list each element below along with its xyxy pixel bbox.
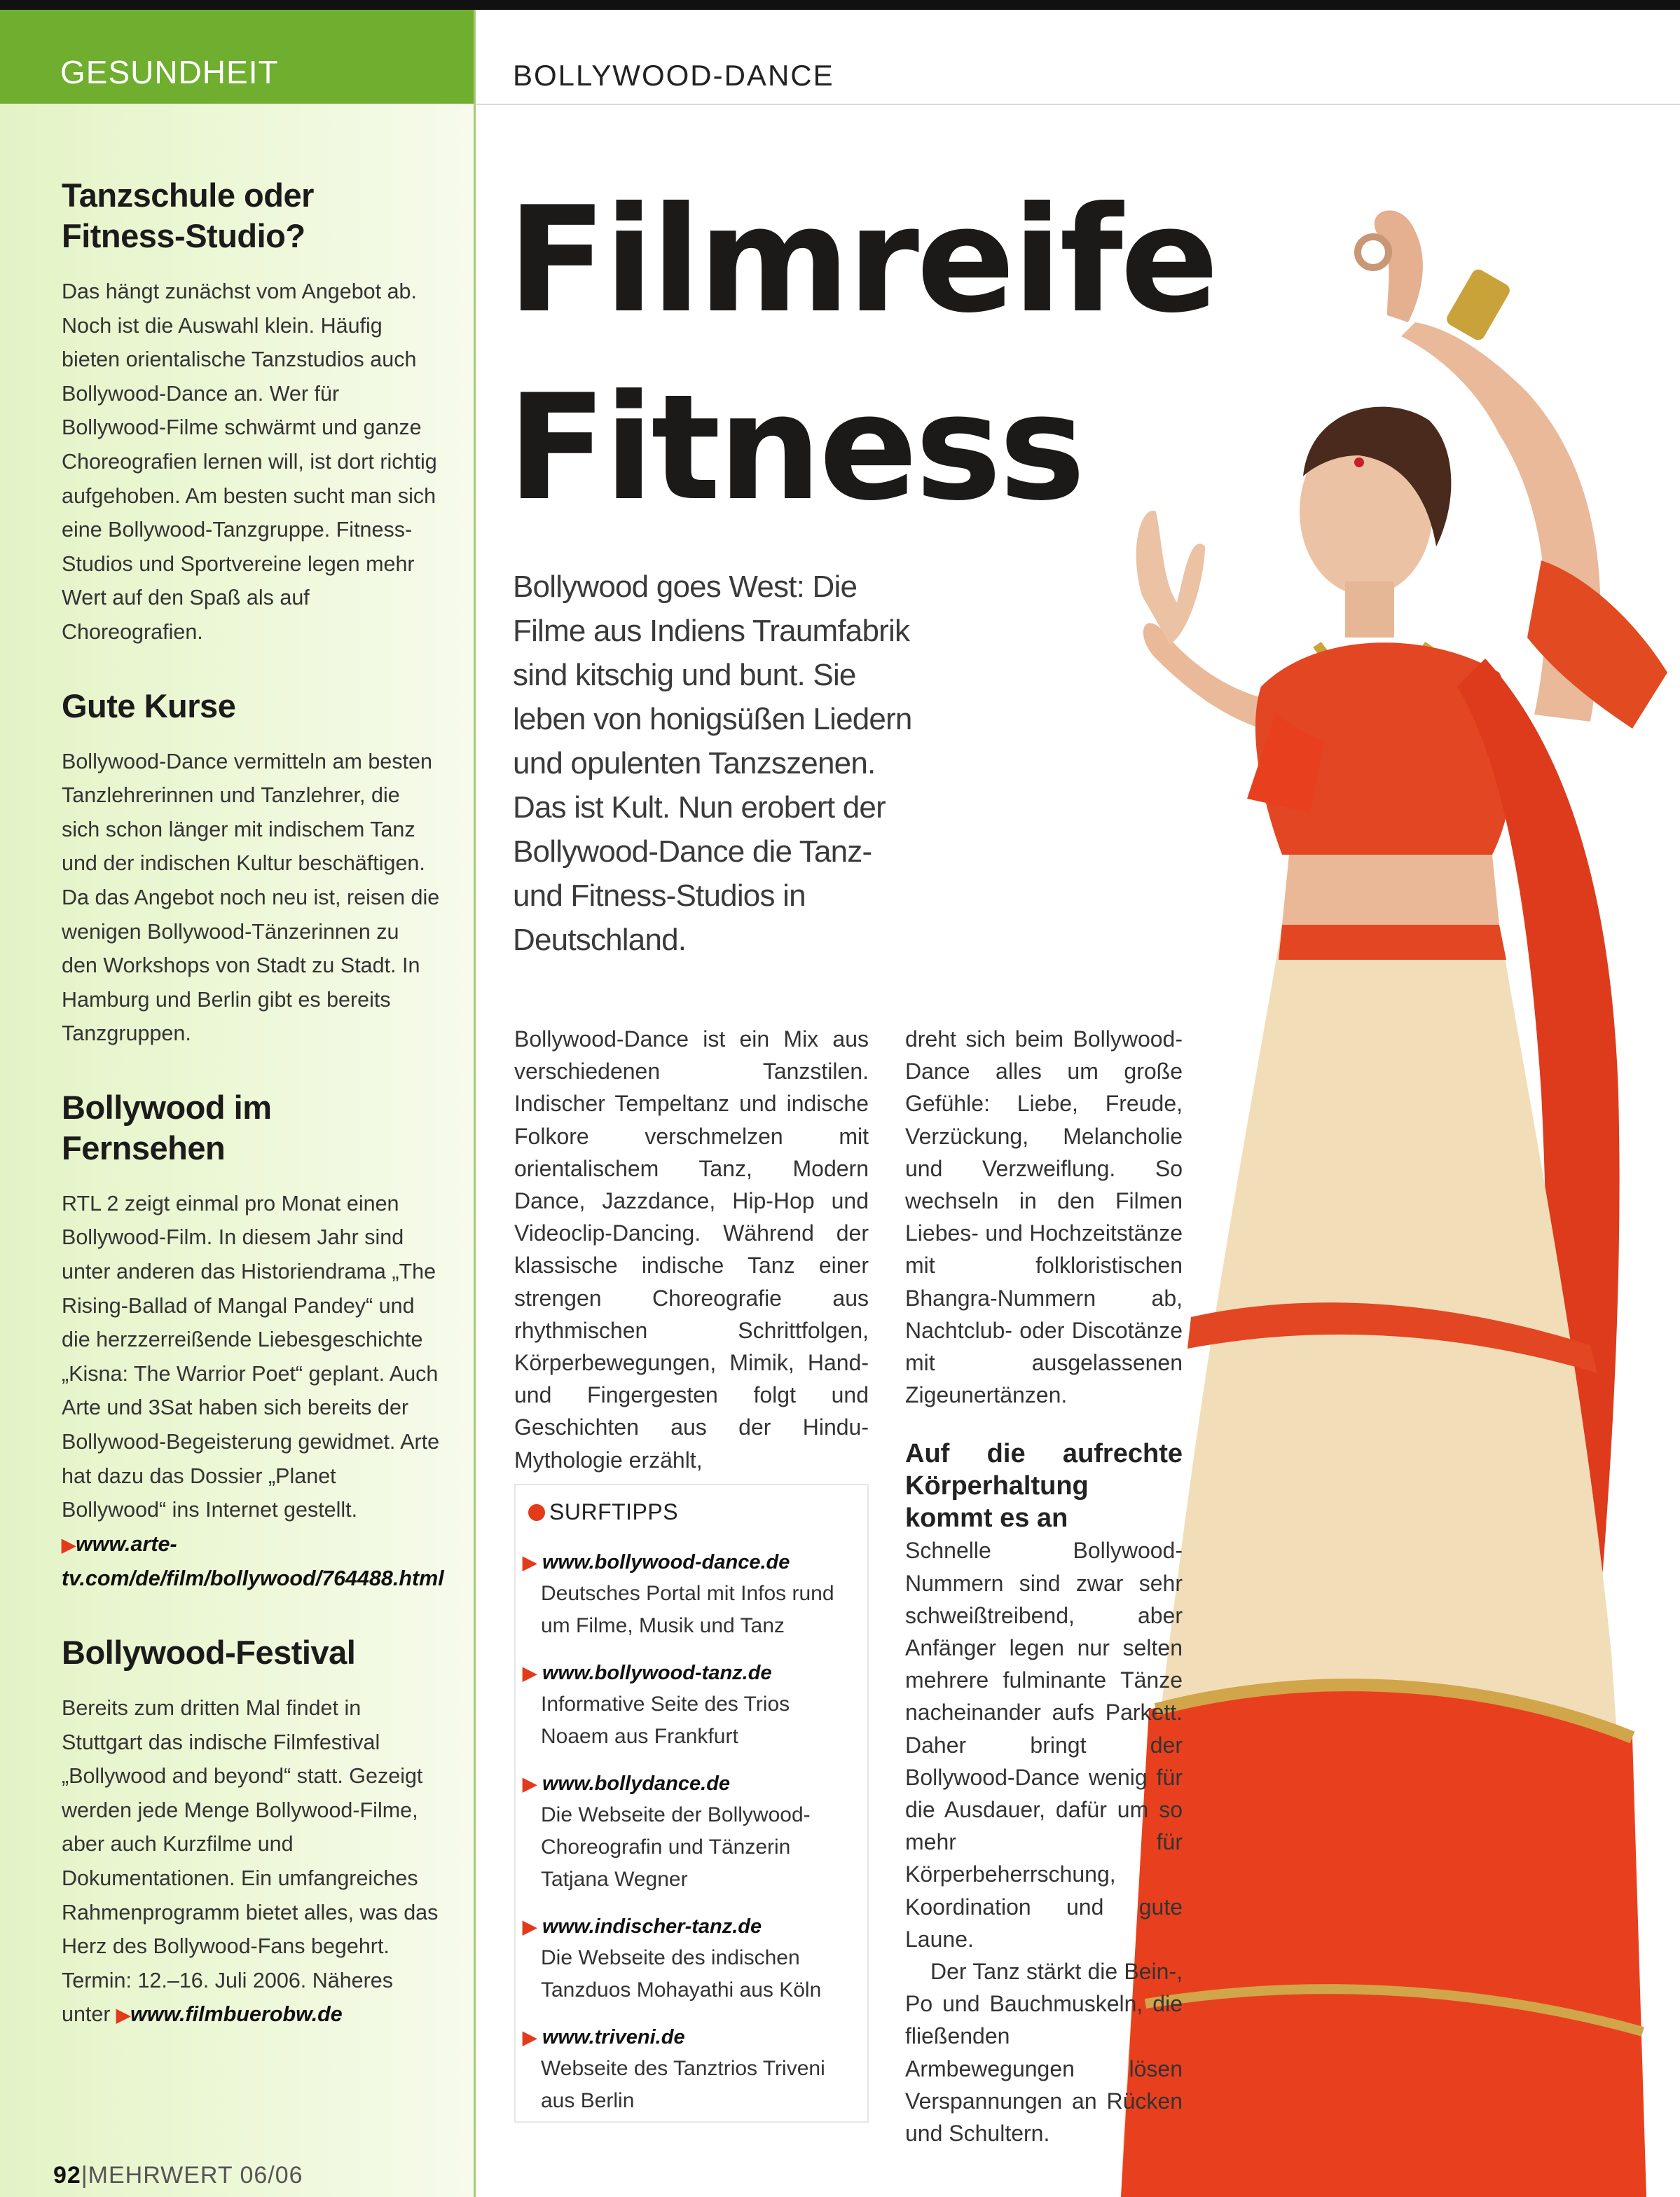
surftipp-desc: Webseite des Tanztrios Triveni aus Berlin [541, 2057, 825, 2112]
surftipp-item [523, 1768, 852, 1896]
arrow-icon: ▶ [523, 1662, 537, 1683]
surftipp-desc: Die Webseite der Bollywood-Choreografin und Tänzerin Tatjana Wegner [541, 1803, 811, 1891]
sidebar-heading-3: Bollywood im Fernsehen [62, 1088, 272, 1166]
surftipp-url: www.triveni.de [542, 2026, 685, 2048]
body-column-1 [514, 1023, 869, 1476]
sidebar-heading-2: Gute Kurse [62, 687, 236, 724]
sidebar-text-2: Bollywood-Dance vermitteln am besten Tanzlehrerinnen und Tanzlehrer, die sich schon länger mit indischem Tanz und der indischen Kultur beschäftigen. Da das Angebot noch neu ist, reisen die wenigen Bollywood-Tänzerinnen zu den Workshops von Stadt zu Stadt. In Hamburg und Berlin gibt es bereits Tanzgruppen. [62, 749, 440, 1046]
body-text-1: Bollywood-Dance ist ein Mix aus verschiedenen Tanzstilen. Indischer Tempeltanz und indische Folkore verschmelzen mit orientalischem Tanz, Modern Dance, Jazzdance, Hip-Hop und Videoclip-Dancing. Während der klassische indische Tanz einer strengen Choreografie aus rhythmischen Schrittfolgen, Körperbewegungen, Mimik, Hand- und Fingergesten folgt und Geschichten aus der Hindu-Mythologie erzählt, [514, 1026, 869, 1473]
surftipp-desc: Deutsches Portal mit Infos rund um Filme, Musik und Tanz [541, 1582, 834, 1637]
surftipps-label: SURFTIPPS [549, 1499, 679, 1524]
page-footer: 92|MEHRWERT 06/06 [53, 2162, 303, 2189]
surftipp-desc: Informative Seite des Trios Noaem aus Frankfurt [541, 1693, 790, 1748]
sidebar-heading-1: Tanzschule oder Fitness-Studio? [62, 177, 314, 254]
surftipp-link[interactable] [523, 1768, 852, 1799]
section-label: GESUNDHEIT [60, 54, 279, 90]
sidebar-content [62, 175, 444, 2032]
headline [507, 167, 1216, 542]
arrow-icon: ▶ [523, 1916, 537, 1937]
surftipps-title [528, 1499, 678, 1525]
surftipp-url: www.indischer-tanz.de [542, 1915, 762, 1938]
filmbuero-link-text: www.filmbuerobw.de [130, 2002, 343, 2027]
surftipp-link[interactable] [523, 2022, 852, 2053]
arrow-icon: ▶ [523, 1773, 537, 1794]
page-number: 92 [53, 2162, 81, 2189]
arte-link[interactable] [62, 1532, 444, 1591]
surftipp-link[interactable] [523, 1547, 852, 1578]
rubric-divider [476, 104, 1680, 105]
surftipp-link[interactable] [523, 1911, 852, 1942]
sidebar-heading-4: Bollywood-Festival [62, 1634, 356, 1671]
body-column-2 [905, 1023, 1183, 2149]
arrow-icon: ▶ [523, 1552, 537, 1573]
magazine-issue: MEHRWERT 06/06 [88, 2162, 303, 2189]
body-text-2: dreht sich beim Bollywood-Dance alles um große Gefühle: Liebe, Freude, Verzückung, Melancholie und Verzweiflung. So wechseln in den Filmen Liebes- und Hochzeitstänze mit folkloristischen Bhangra-Nummern ab, Nachtclub- oder Discotänze mit ausgelassenen Zigeunertänzen. [905, 1026, 1183, 1408]
top-rule [0, 0, 1680, 10]
filmbuero-link[interactable] [116, 2002, 343, 2026]
surftipp-url: www.bollydance.de [542, 1772, 731, 1795]
headline-line-1: Filmreife [507, 176, 1216, 345]
surftipp-url: www.bollywood-dance.de [542, 1551, 790, 1573]
headline-line-2: Fitness [507, 364, 1083, 533]
arrow-icon: ▶ [116, 2004, 131, 2026]
sidebar-text-3-body: RTL 2 zeigt einmal pro Monat einen Bollywood-Film. In diesem Jahr sind unter anderen das Historiendrama „The Rising-Ballad of Mangal Pandey“ und die herzzerreißende Liebesgeschichte „Kisna: The Warrior Poet“ geplant. Auch Arte und 3Sat haben sich bereits der Bollywood-Begeisterung gewidmet. Arte hat dazu das Dossier „Planet Bollywood“ ins Internet gestellt. [62, 1191, 440, 1522]
surftipp-item [523, 2022, 852, 2117]
surftipp-item [523, 1911, 852, 2006]
arte-link-text: www.arte-tv.com/de/film/bollywood/764488.html [62, 1531, 444, 1591]
surftipps-box [514, 1484, 869, 2123]
body-text-4: Der Tanz stärkt die Bein-, Po und Bauchmuskeln, die fließenden Armbewegungen lösen Verspannungen an Rücken und Schultern. [905, 1959, 1183, 2147]
sidebar-text-4-body: Bereits zum dritten Mal findet in Stuttgart das indische Filmfestival „Bollywood and beyond“ statt. Gezeigt werden jede Menge Bollywood-Filme, aber auch Kurzfilme und Dokumentationen. Ein umfangreiches Rahmenprogramm bietet alles, was das Herz des Bollywood-Fans begehrt. [62, 1696, 439, 1959]
bullet-dot-icon [528, 1504, 545, 1521]
sidebar-text-4 [62, 1691, 440, 2032]
surftipp-url: www.bollywood-tanz.de [542, 1662, 772, 1684]
surftipp-item [523, 1658, 852, 1753]
sidebar-text-4-date: Termin: 12.–16. Juli 2006. Näheres unter [62, 1968, 394, 2027]
section-header [0, 10, 474, 104]
surftipp-item [523, 1547, 852, 1642]
arrow-icon: ▶ [62, 1534, 76, 1555]
sidebar-text-3 [62, 1187, 444, 1596]
arrow-icon: ▶ [523, 2027, 537, 2048]
body-text-3: Schnelle Bollywood-Nummern sind zwar sehr schweißtreibend, aber Anfänger legen nur selten mehrere fulminante Tänze nacheinander aufs Parkett. Daher bringt der Bollywood-Dance wenig für die Ausdauer, dafür um so mehr für Körperbeherrschung, Koordination und gute Laune. [905, 1538, 1183, 1952]
rubric: BOLLYWOOD-DANCE [513, 59, 834, 92]
surftipp-link[interactable] [523, 1658, 852, 1688]
body-subheading: Auf die aufrechte Körperhaltung kommt es an [905, 1439, 1183, 1534]
sidebar-text-1: Das hängt zunächst vom Angebot ab. Noch ist die Auswahl klein. Häufig bieten orientalische Tanzstudios auch Bollywood-Dance an. Wer für Bollywood-Filme schwärmt und ganze Choreografien lernen will, ist dort richtig aufgehoben. Am besten sucht man sich eine Bollywood-Tanzgruppe. Fitness-Studios und Sportvereine legen mehr Wert auf den Spaß als auf Choreografien. [62, 280, 437, 644]
lead-paragraph: Bollywood goes West: Die Filme aus Indiens Traumfabrik sind kitschig und bunt. Sie leben von honigsüßen Liedern und opulenten Tanzszenen. Das ist Kult. Nun erobert der Bollywood-Dance die Tanz- und Fitness-Studios in Deutschland. [513, 570, 912, 957]
surftipp-desc: Die Webseite des indischen Tanzduos Mohayathi aus Köln [541, 1946, 822, 2002]
surftipps-list [523, 1547, 852, 2133]
